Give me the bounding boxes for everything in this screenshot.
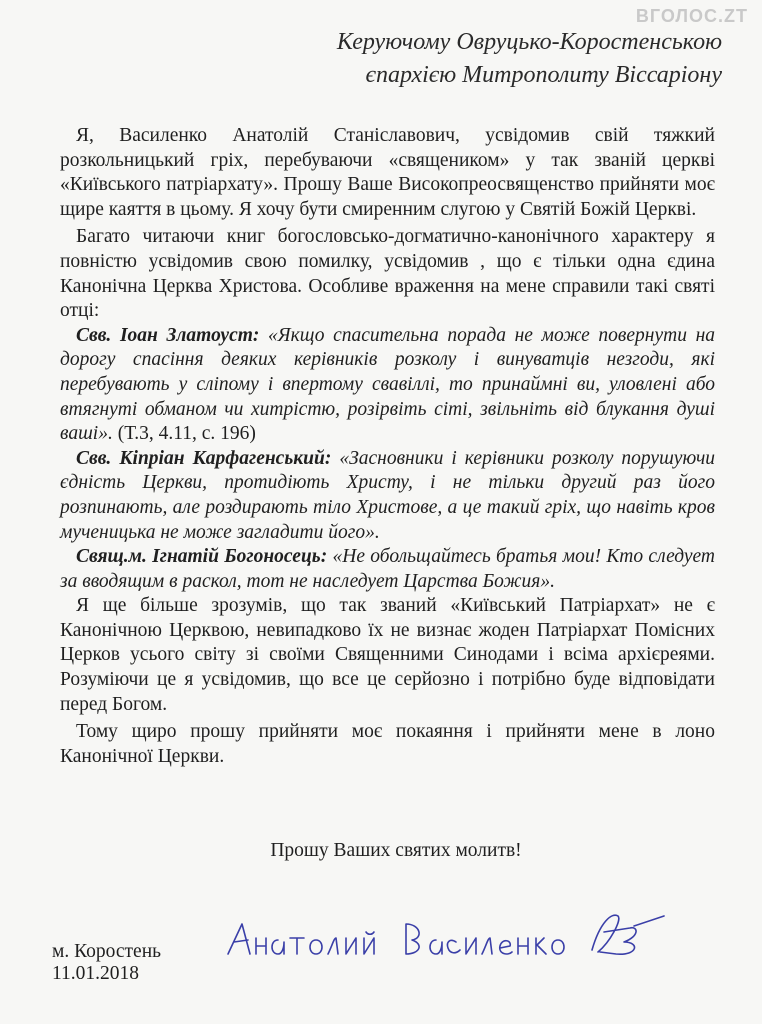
quote-text: «Не обольщайтесь братья мои! Кто следует за вводящим в раскол, тот не наследует Царства Божия». <box>60 546 715 592</box>
quote-author: Свв. Кіпріан Карфагенський: <box>76 447 332 469</box>
place-and-date <box>52 941 161 985</box>
quote-text: «Засновники і керівники розколу порушуючи єдність Церкви, протидіють Христу, і не тільки другий раз його розпинають, але роздирають тіло Христове, а це такий гріх, що навіть кров мученицька не може загладити його». <box>60 447 715 543</box>
closing-line: Прошу Ваших святих молитв! <box>270 840 522 861</box>
watermark-logo: ВГОЛОС.ZT <box>635 6 748 26</box>
paragraph-2: Багато читаючи книг богословсько-догматично-канонічного характеру я повністю усвідомив свою помилку, усвідомив , що є тільки одна єдина Канонічна Церква Христова. Особливе враження на мене справили такі святі отці: <box>60 226 715 322</box>
place: м. Коростень <box>52 941 162 962</box>
handwritten-signature <box>220 902 670 972</box>
addressee-line-1: Керуючому Овруцько-Коростенською <box>336 29 722 55</box>
date: 11.01.2018 <box>52 963 140 984</box>
addressee-block <box>337 26 722 92</box>
quote-ignatius <box>60 545 715 594</box>
addressee-line-2: єпархією Митрополиту Віссаріону <box>365 62 722 88</box>
letter-body <box>60 124 715 769</box>
quote-cyprian <box>60 447 715 545</box>
quote-chrysostom <box>60 324 715 447</box>
quote-author: Свящ.м. Ігнатій Богоносець: <box>76 546 328 568</box>
paragraph-1: Я, Василенко Анатолій Станіславович, усвідомив свій тяжкий розкольницький гріх, перебуваючи «священиком» у так званій церкві «Київського патріархату». Прошу Ваше Високопреосвященство прийняти моє щире каяття в цьому. Я хочу бути смиренним слугою у Святій Божій Церкві. <box>60 125 715 220</box>
quote-reference: (Т.3, 4.11, с. 196) <box>112 423 256 445</box>
quote-author: Свв. Іоан Златоуст: <box>76 324 260 346</box>
quote-text: «Якщо спасительна порада не може повернути на дорогу спасіння деяких керівників розколу і винуватців незгоди, які перебувають у сліпому і впертому свавіллі, то принаймні ви, уловлені або втягнуті обманом чи хитрістю, розірвіть сіті, звільніть від блукання душі ваші». <box>60 324 716 445</box>
paragraph-4: Тому щиро прошу прийняти моє покаяння і прийняти мене в лоно Канонічної Церкви. <box>60 721 715 767</box>
paragraph-3: Я ще більше зрозумів, що так званий «Київський Патріархат» не є Канонічною Церквою, невипадково їх не визнає жоден Патріархат Помісних Церков усього світу зі своїми Священними Синодами і всіма архієреями. Розуміючи це я усвідомив, що все це серйозно і потрібно буде відповідати перед Богом. <box>60 595 715 715</box>
